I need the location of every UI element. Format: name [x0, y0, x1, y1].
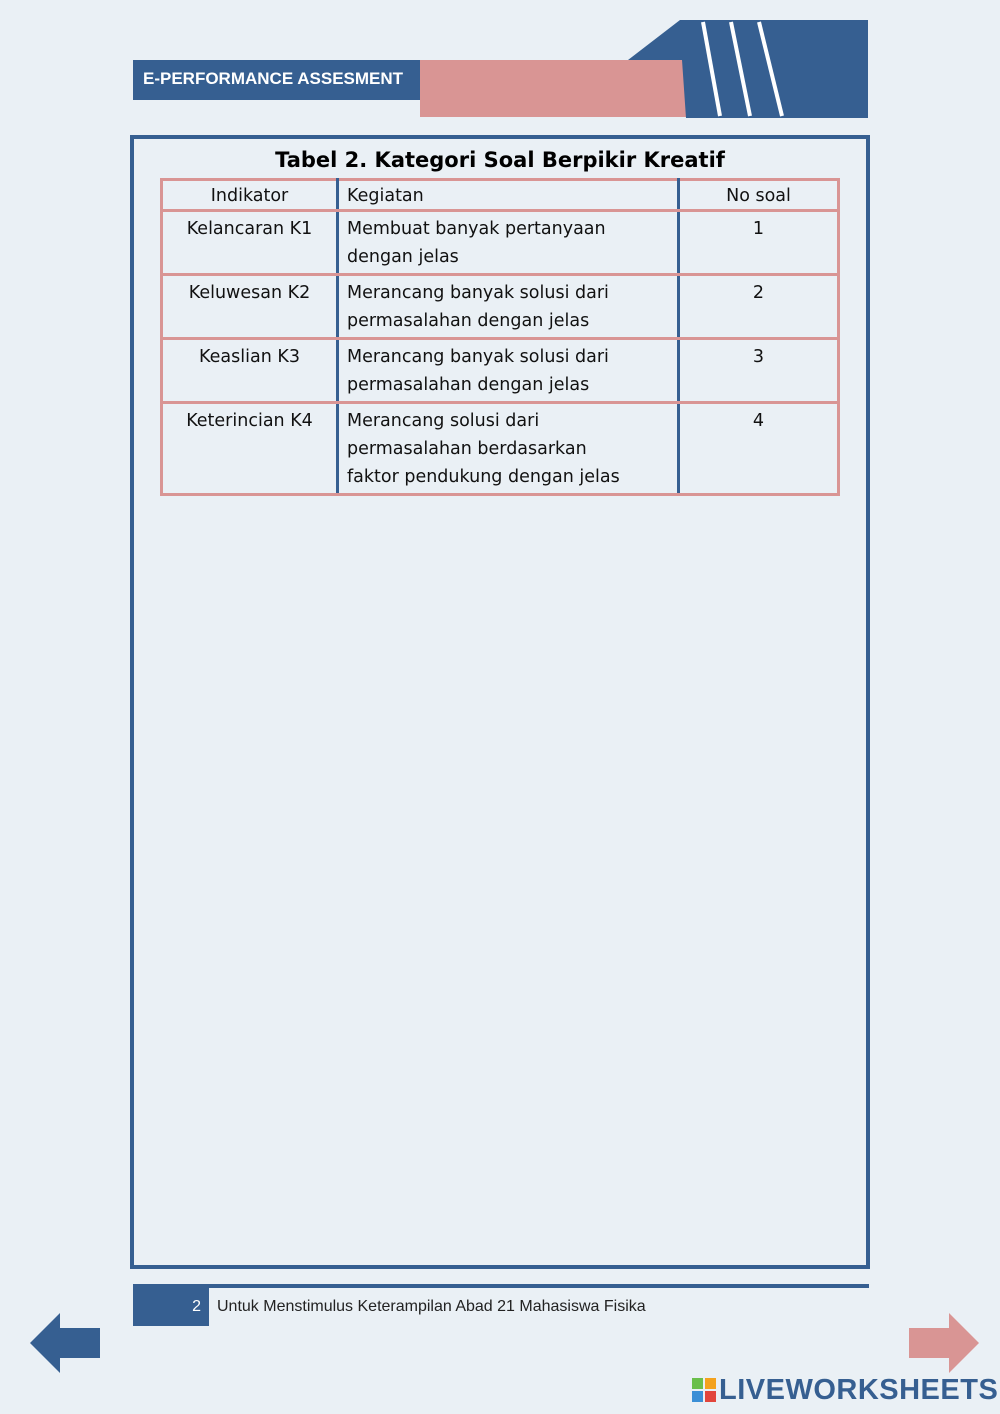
table-row: [162, 211, 839, 275]
footer-text: Untuk Menstimulus Keterampilan Abad 21 Mahasiswa Fisika: [217, 1298, 646, 1315]
header-decoration: [420, 20, 868, 120]
column-header-kegiatan: Kegiatan: [338, 180, 679, 211]
cell-kegiatan: [338, 211, 679, 275]
cell-no-soal: 2: [679, 275, 839, 339]
cell-indikator: Keluwesan K2: [162, 275, 338, 339]
arrow-right-icon[interactable]: [907, 1313, 979, 1373]
cell-no-soal: 1: [679, 211, 839, 275]
cell-no-soal: 4: [679, 403, 839, 495]
table-row: [162, 275, 839, 339]
creative-thinking-table: [160, 178, 840, 496]
cell-kegiatan-line: dengan jelas: [347, 247, 459, 267]
cell-no-soal: 3: [679, 339, 839, 403]
cell-kegiatan-line: faktor pendukung dengan jelas: [347, 467, 620, 487]
page-number: 2: [133, 1288, 209, 1326]
cell-kegiatan: [338, 403, 679, 495]
cell-kegiatan-line: permasalahan dengan jelas: [347, 375, 590, 395]
liveworksheets-logo-icon: [692, 1378, 716, 1402]
cell-kegiatan-line: permasalahan dengan jelas: [347, 311, 590, 331]
cell-kegiatan-line: Merancang banyak solusi dari: [347, 283, 609, 303]
column-header-indikator: Indikator: [162, 180, 338, 211]
table-header-row: [162, 180, 839, 211]
header-title: E-PERFORMANCE ASSESMENT: [133, 60, 422, 100]
liveworksheets-brand[interactable]: [692, 1372, 998, 1408]
cell-indikator: Keterincian K4: [162, 403, 338, 495]
cell-indikator: Kelancaran K1: [162, 211, 338, 275]
cell-kegiatan-line: Membuat banyak pertanyaan: [347, 219, 606, 239]
arrow-left-icon[interactable]: [30, 1313, 102, 1373]
cell-indikator: Keaslian K3: [162, 339, 338, 403]
cell-kegiatan-line: permasalahan berdasarkan: [347, 439, 587, 459]
table-row: [162, 339, 839, 403]
brand-text: LIVEWORKSHEETS: [719, 1373, 999, 1406]
cell-kegiatan: [338, 339, 679, 403]
table-row: [162, 403, 839, 495]
header-pink-band: [420, 60, 695, 117]
table-title: Tabel 2. Kategori Soal Berpikir Kreatif: [275, 148, 725, 172]
cell-kegiatan-line: Merancang solusi dari: [347, 411, 540, 431]
cell-kegiatan: [338, 275, 679, 339]
cell-kegiatan-line: Merancang banyak solusi dari: [347, 347, 609, 367]
column-header-no-soal: No soal: [679, 180, 839, 211]
